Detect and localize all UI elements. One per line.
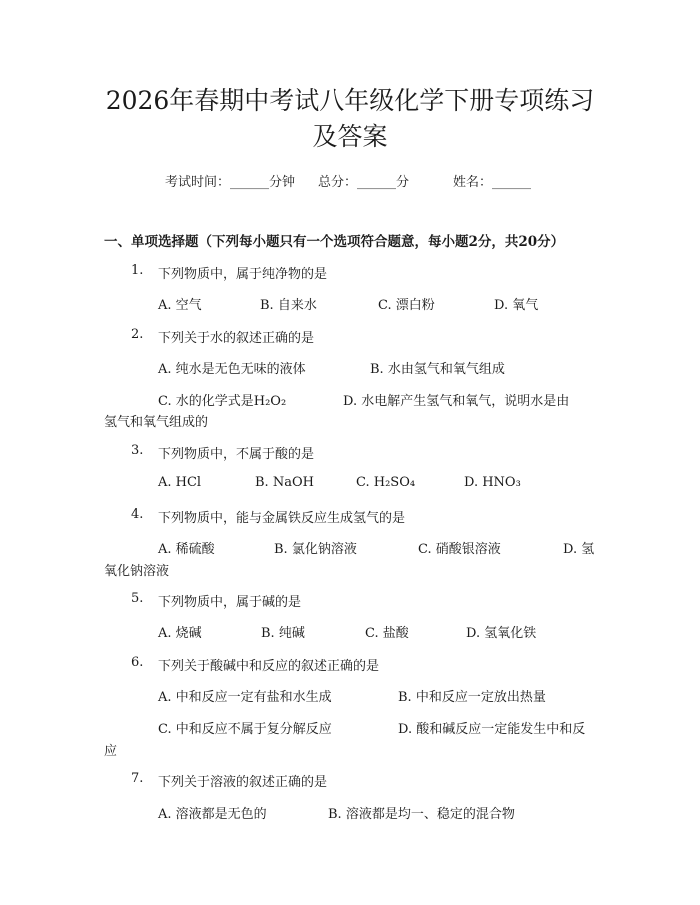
question-text: 下列关于溶液的叙述正确的是: [158, 775, 328, 790]
q7-option-b: B. 溶液都是均一、稳定的混合物: [328, 807, 515, 822]
question-text: 下列物质中，属于碱的是: [158, 595, 302, 610]
q2-option-d: D. 水电解产生氢气和氧气，说明水是由: [343, 394, 570, 409]
q5-option-d: D. 氢氧化铁: [466, 626, 537, 641]
question-text: 下列物质中，能与金属铁反应生成氢气的是: [158, 511, 406, 526]
q4-option-c: C. 硝酸银溶液: [418, 542, 501, 557]
question-number: 6.: [131, 655, 144, 670]
q4-option-d: D. 氢: [563, 542, 595, 557]
q3-option-a: A. HCl: [158, 475, 202, 490]
question-number: 2.: [131, 327, 144, 342]
q5-option-c: C. 盐酸: [365, 626, 409, 641]
q1-option-b: B. 自来水: [260, 298, 317, 313]
q7-option-a: A. 溶液都是无色的: [158, 807, 267, 822]
exam-title-line1: 2026年春期中考试八年级化学下册专项练习: [105, 86, 595, 115]
total-score-label: 总分：______分: [318, 175, 410, 190]
question-number: 1.: [131, 263, 144, 278]
q4-option-d-continuation: 氧化钠溶液: [104, 564, 170, 579]
q3-option-b: B. NaOH: [255, 475, 314, 490]
q5-option-a: A. 烧碱: [158, 626, 202, 641]
question-text: 下列物质中，属于纯净物的是: [158, 267, 328, 282]
q5-option-b: B. 纯碱: [261, 626, 305, 641]
exam-title-line2: 及答案: [312, 122, 388, 151]
section-heading: 一、单项选择题（下列每小题只有一个选项符合题意，每小题2分，共20分）: [104, 234, 565, 250]
q6-option-b: B. 中和反应一定放出热量: [398, 690, 546, 705]
q2-option-b: B. 水由氢气和氧气组成: [370, 362, 505, 377]
q2-option-d-continuation: 氢气和氧气组成的: [104, 415, 209, 430]
q1-option-a: A. 空气: [158, 298, 202, 313]
q6-option-a: A. 中和反应一定有盐和水生成: [158, 690, 332, 705]
q3-option-d: D. HNO₃: [464, 475, 521, 490]
question-number: 7.: [131, 771, 144, 786]
q3-option-c: C. H₂SO₄: [356, 475, 416, 490]
question-text: 下列关于水的叙述正确的是: [158, 331, 315, 346]
question-number: 5.: [131, 591, 144, 606]
question-number: 4.: [131, 507, 144, 522]
q6-option-c: C. 中和反应不属于复分解反应: [158, 722, 332, 737]
q2-option-c: C. 水的化学式是H₂O₂: [158, 394, 287, 409]
question-text: 下列关于酸碱中和反应的叙述正确的是: [158, 659, 380, 674]
question-number: 3.: [131, 443, 144, 458]
q6-option-d-continuation: 应: [104, 744, 118, 759]
q2-option-a: A. 纯水是无色无味的液体: [158, 362, 306, 377]
q1-option-c: C. 漂白粉: [378, 298, 435, 313]
q4-option-a: A. 稀硫酸: [158, 542, 215, 557]
q4-option-b: B. 氯化钠溶液: [274, 542, 357, 557]
q6-option-d: D. 酸和碱反应一定能发生中和反: [398, 722, 586, 737]
q1-option-d: D. 氧气: [494, 298, 539, 313]
question-text: 下列物质中，不属于酸的是: [158, 447, 315, 462]
exam-time-label: 考试时间：______分钟: [165, 175, 296, 190]
student-name-label: 姓名：______: [453, 175, 532, 190]
